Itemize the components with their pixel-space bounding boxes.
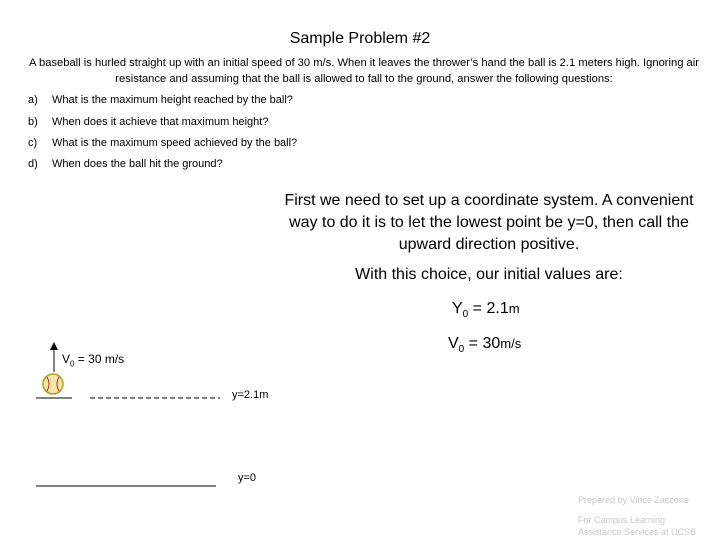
velocity-subscript: 0 xyxy=(70,359,75,369)
question-text: What is the maximum height reached by the ball? xyxy=(52,94,293,106)
height-label: y=2.1m xyxy=(232,389,269,401)
question-letter: b) xyxy=(28,116,38,128)
initial-height-value xyxy=(452,300,520,320)
v-equals: = 30 xyxy=(464,335,501,352)
velocity-value: = 30 m/s xyxy=(74,352,125,366)
v-subscript: 0 xyxy=(458,344,465,356)
baseball-icon xyxy=(43,374,63,394)
velocity-label xyxy=(62,352,124,368)
y-subscript: 0 xyxy=(462,309,469,321)
velocity-symbol: V xyxy=(62,352,71,366)
page-title: Sample Problem #2 xyxy=(289,30,431,47)
question-text: When does it achieve that maximum height? xyxy=(52,116,269,128)
initial-values-intro: With this choice, our initial values are: xyxy=(355,266,623,283)
credit-line: Prepared by Vince Zaccone xyxy=(578,495,689,505)
ground-label: y=0 xyxy=(238,472,257,484)
y-symbol: Y xyxy=(452,300,463,317)
y-unit: m xyxy=(508,301,520,316)
up-arrow-icon xyxy=(50,342,58,372)
credit-line: For Campus Learning xyxy=(578,515,666,525)
coordinate-explanation: First we need to set up a coordinate system. A convenient way to do it is to let the lowest point be y=0, then call the upward direction positive. xyxy=(284,192,694,253)
v-unit: m/s xyxy=(500,336,522,351)
initial-velocity-value xyxy=(448,335,521,355)
y-equals: = 2.1 xyxy=(468,300,509,317)
question-text: When does the ball hit the ground? xyxy=(52,158,223,170)
v-symbol: V xyxy=(448,335,459,352)
question-letter: a) xyxy=(28,94,38,106)
question-letter: d) xyxy=(28,158,38,170)
problem-statement: A baseball is hurled straight up with an initial speed of 30 m/s. When it leaves the thrower’s hand the ball is 2.1 meters high. Ignoring air resistance and assuming that the ball is allowed to fall to the ground, answer the following questions: xyxy=(29,57,699,85)
question-letter: c) xyxy=(28,137,38,149)
question-text: What is the maximum speed achieved by the ball? xyxy=(52,137,298,149)
credit-line: Assistance Services at UCSB xyxy=(578,527,697,537)
